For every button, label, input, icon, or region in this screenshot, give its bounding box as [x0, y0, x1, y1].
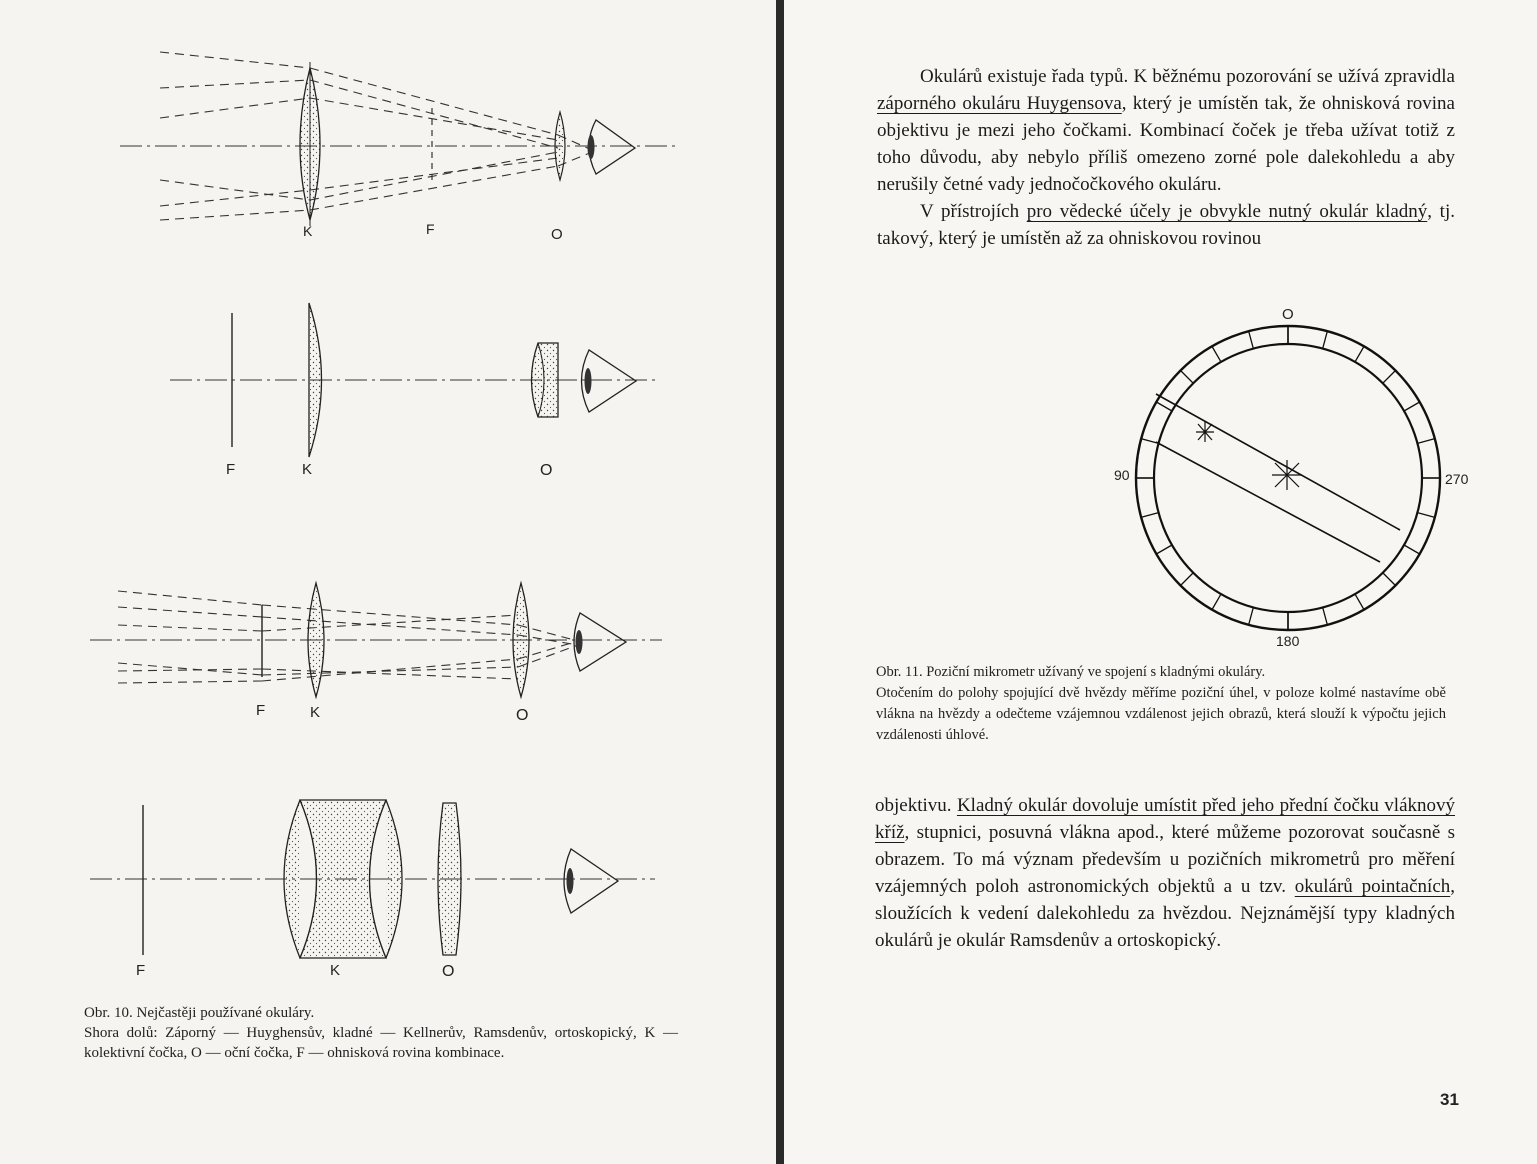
diagram1-label-k: K [303, 223, 313, 239]
diagram4-label-o: O [442, 963, 455, 980]
paragraph-3: objektivu. Kladný okulár dovoluje umístit před jeho přední čočku vláknový kříž, stupnici, posuvná vlákna apod., které můžeme pozorovat současně s obrazem. To má význam především u pozičních mikrometrů pro měření vzájemných poloh astronomických objektů a u tzv. okulárů pointačních, sloužících k vedení dalekohledu za hvězdou. Nejznámější typy kladných okulárů je okulár Ramsdenův a ortoskopický. [875, 795, 1456, 951]
underlined-phrase: záporného okuláru Huygensova [877, 93, 1122, 114]
dial-tick [1355, 594, 1364, 610]
figure-10-caption-body: Shora dolů: Záporný — Huyghensův, kladné — Kellnerův, Ramsdenův, ortoskopický, K — kolektivní čočka, O — oční čočka, F — ohnisková rovina kombinace. [84, 1025, 678, 1061]
micrometer-label-right: 270 [1445, 471, 1469, 487]
diagram4-label-f: F [136, 962, 146, 979]
dial-tick [1383, 573, 1396, 586]
diagram1-label-f: F [426, 221, 435, 237]
dial-tick [1181, 371, 1194, 384]
diagram4-label-k: K [330, 962, 341, 979]
figure-11-caption [876, 662, 1446, 746]
dial-tick [1323, 607, 1328, 624]
figure-10-caption-title: Obr. 10. Nejčastěji používané okuláry. [84, 1005, 315, 1021]
page-number: 31 [1440, 1090, 1459, 1109]
dial-tick [1141, 513, 1158, 518]
text-block-top [877, 63, 1455, 252]
diagram3-label-k: K [310, 704, 321, 721]
figure-10-caption [84, 1003, 678, 1063]
dial-tick [1156, 545, 1172, 554]
dial-tick [1323, 331, 1328, 348]
dial-tick [1212, 594, 1221, 610]
eyepiece-diagram-huygens [0, 40, 776, 250]
diagram3-label-o: O [516, 707, 529, 724]
dial-tick [1404, 545, 1420, 554]
dial-tick [1249, 607, 1254, 624]
diagram2-label-f: F [226, 461, 236, 478]
micrometer-label-bottom: 180 [1276, 633, 1300, 649]
position-micrometer-diagram [1100, 300, 1490, 660]
eyepiece-diagram-kellner [0, 295, 776, 485]
underlined-phrase: okulárů pointačních [1294, 876, 1451, 897]
dial-tick [1212, 346, 1221, 362]
dial-tick [1383, 371, 1396, 384]
dial-tick [1355, 346, 1364, 362]
diagram2-label-o: O [540, 462, 553, 479]
book-gutter [776, 0, 784, 1164]
dial-tick [1404, 402, 1420, 411]
paragraph-2: V přístrojích pro vědecké účely je obvykle nutný okulár kladný, tj. takový, který je umístěn až za ohniskovou rovinou [877, 201, 1455, 249]
diagram3-label-f: F [256, 702, 266, 719]
dial-tick [1156, 402, 1172, 411]
dial-tick [1181, 573, 1194, 586]
underlined-phrase: pro vědecké účely je obvykle nutný okulár kladný [1026, 201, 1428, 222]
figure-11-caption-body: Otočením do polohy spojující dvě hvězdy měříme poziční úhel, v poloze kolmé nastavíme obě vlákna na hvězdy a odečteme vzájemnou vzdálenost jejich obrazů, která slouží k výpočtu jejich vzdálenosti úhlové. [876, 685, 1446, 743]
eyepiece-diagram-orthoscopic [0, 795, 776, 985]
diagram2-label-k: K [302, 461, 313, 478]
dial-tick [1417, 513, 1434, 518]
micrometer-label-top: O [1282, 306, 1294, 323]
underlined-phrase: Kladný okulár dovoluje umístit před jeho přední čočku vláknový kříž [875, 795, 1456, 843]
figure-11-caption-title: Obr. 11. Poziční mikrometr užívaný ve spojení s kladnými okuláry. [876, 664, 1266, 680]
eyepiece-diagram-ramsden [0, 575, 776, 725]
diagram1-label-o: O [551, 226, 563, 243]
micrometer-label-left: 90 [1114, 467, 1130, 483]
paragraph-1: Okulárů existuje řada typů. K běžnému pozorování se užívá zpravidla záporného okuláru Huygensova, který je umístěn tak, že ohnisková rovina objektivu je mezi jeho čočkami. Kombinací čoček je třeba užívat totiž z toho důvodu, aby nebylo příliš omezeno zorné pole dalekohledu a aby nerušily četné vady jednočočkového okuláru. [877, 66, 1455, 195]
dial-tick [1249, 331, 1254, 348]
text-block-bottom [875, 792, 1455, 954]
dial-tick [1417, 439, 1434, 444]
